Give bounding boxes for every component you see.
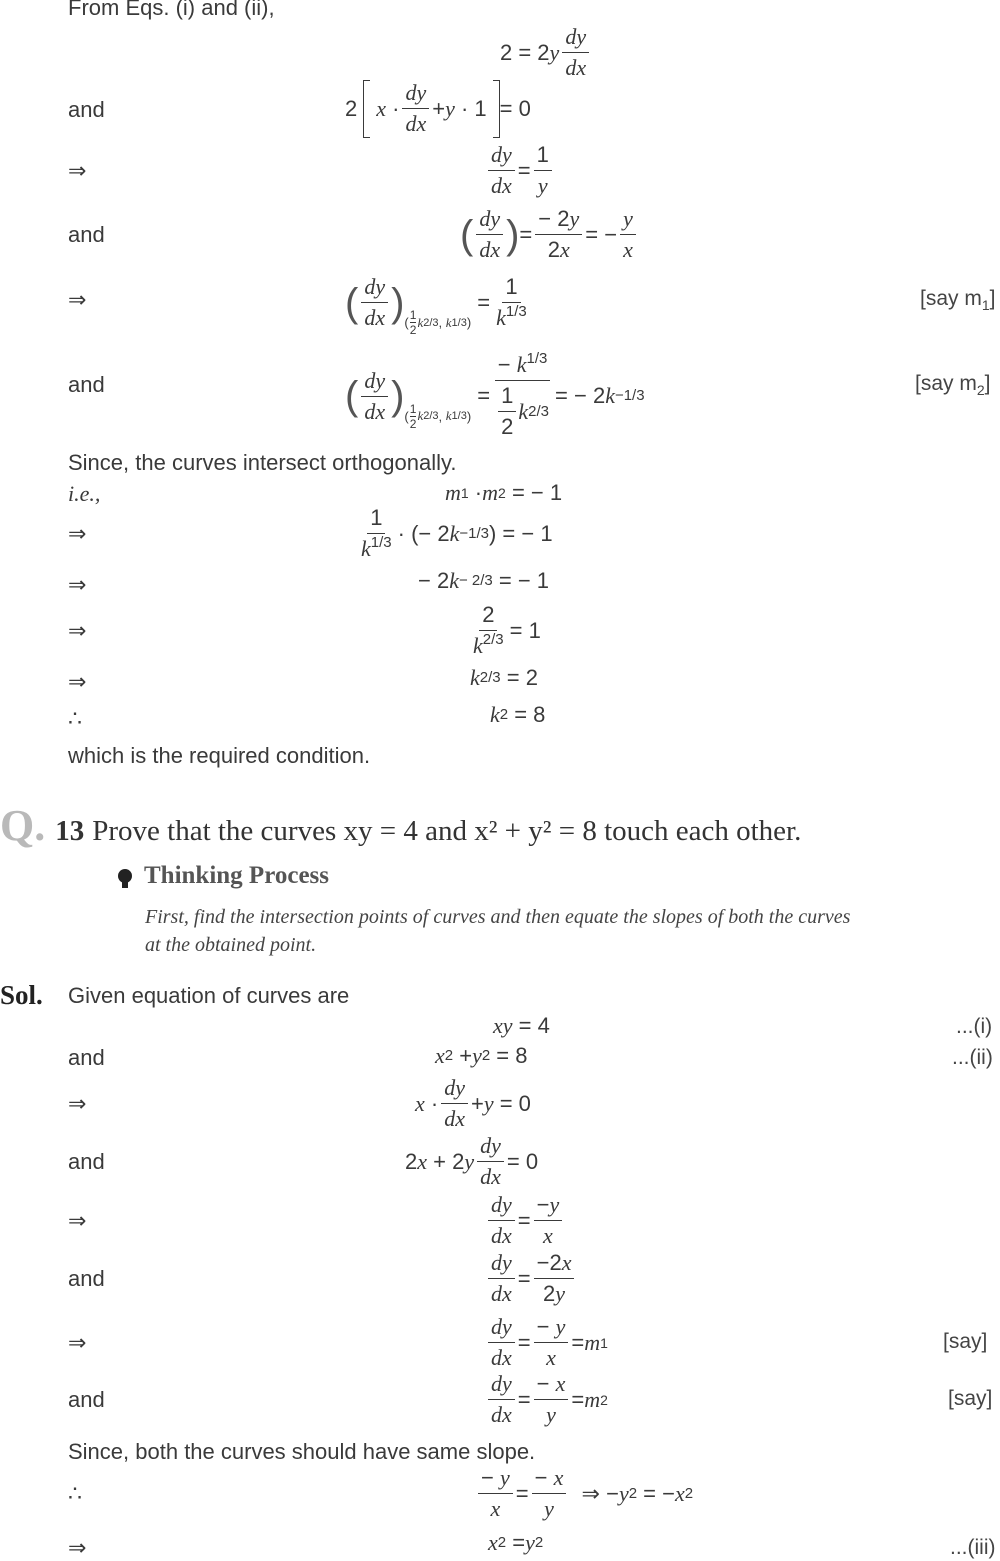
label-implies: ⇒ bbox=[68, 1091, 87, 1116]
eq-dydx-minus-y-over-x: ( dy dx ) = − 2y 2x = − y x bbox=[460, 204, 639, 265]
same-slope-text: Since, both the curves should have same slope. bbox=[68, 1439, 536, 1464]
eq-equate-slopes: − y x = − x y ⇒ − y 2 = − x 2 bbox=[475, 1463, 693, 1524]
label-and: and bbox=[68, 1266, 105, 1291]
thinking-process-heading bbox=[118, 862, 329, 890]
question-mark-label: Q. bbox=[0, 801, 46, 850]
eq-2-over-k: 2 $k^{2/3}$ = 1 bbox=[473, 602, 541, 658]
label-and: and bbox=[68, 97, 105, 122]
say-note: [say] bbox=[948, 1387, 993, 1410]
label-therefore: ∴ bbox=[68, 1481, 82, 1506]
question-text: Prove that the curves xy = 4 and x² + y² = 8 touch each other. bbox=[92, 815, 802, 847]
label-ie: i.e., bbox=[68, 481, 101, 506]
solution-label: Sol. bbox=[0, 980, 43, 1010]
eq-dydx-neg-2x-over-2y: dy dx = −2x 2y bbox=[485, 1248, 577, 1309]
eq-m2-slope: dy dx = − x y = m 2 bbox=[485, 1369, 608, 1430]
eq-product-substituted: 1 $k^{1/3}$ · (− 2 k −1/3 ) = − 1 bbox=[361, 505, 553, 561]
eq-k-2-3-equals-2: k 2/3 = 2 bbox=[470, 665, 538, 690]
label-implies: ⇒ bbox=[68, 521, 87, 546]
label-implies: ⇒ bbox=[68, 572, 87, 597]
label-and: and bbox=[68, 222, 105, 247]
lightbulb-icon bbox=[118, 869, 132, 883]
thinking-process-line-2: at the obtained point. bbox=[145, 934, 317, 956]
eq-diff-circle: 2 x + 2 y dy dx = 0 bbox=[405, 1133, 539, 1189]
label-and: and bbox=[68, 372, 105, 397]
given-text: Given equation of curves are bbox=[68, 983, 350, 1008]
eq-circle: x 2 + y 2 = 8 bbox=[435, 1043, 528, 1068]
say-note: [say] bbox=[943, 1330, 988, 1353]
label-implies: ⇒ bbox=[68, 618, 87, 643]
eq-slope-m2: ( dy dx ) ( 1 2 k 2/3 , k 1/3 ) = − $k^{1/3}$ 1 2 k 2/3 = − 2 k −1/3 bbox=[345, 350, 645, 439]
eq-m1-m2: m 1 · m 2 = − 1 bbox=[445, 480, 563, 505]
label-implies: ⇒ bbox=[68, 1208, 87, 1233]
eq-minus-2k: − 2 k − 2/3 = − 1 bbox=[418, 568, 550, 593]
eq-2-equals-2y-dydx: 2 = 2 y dy dx bbox=[500, 22, 592, 83]
label-implies: ⇒ bbox=[68, 287, 87, 312]
label-and: and bbox=[68, 1149, 105, 1174]
eq-x2-y2: x 2 = y 2 bbox=[488, 1530, 544, 1555]
intro-text: From Eqs. (i) and (ii), bbox=[68, 0, 275, 20]
eq-dydx-1-over-y: dy dx = 1 y bbox=[485, 140, 555, 201]
required-condition-text: which is the required condition. bbox=[68, 743, 371, 768]
eq-xy-4: xy = 4 bbox=[493, 1013, 550, 1038]
label-implies: ⇒ bbox=[68, 1330, 87, 1355]
ref-iii: ...(iii) bbox=[950, 1536, 996, 1559]
eq-slope-m1: ( dy dx ) ( 1 2 k 2/3 , k 1/3 ) = 1 $k^{1/3}$ bbox=[345, 274, 527, 337]
ref-i: ...(i) bbox=[956, 1015, 993, 1038]
eq-m1-slope: dy dx = − y x = m 1 bbox=[485, 1312, 608, 1373]
say-m1-note: [say $m_1$] bbox=[920, 287, 996, 313]
say-m2-note: [say $m_2$] bbox=[915, 372, 991, 398]
label-implies: ⇒ bbox=[68, 158, 87, 183]
orthogonal-text: Since, the curves intersect orthogonally. bbox=[68, 450, 457, 475]
thinking-process-title: Thinking Process bbox=[144, 862, 329, 889]
ref-ii: ...(ii) bbox=[952, 1046, 993, 1069]
question-13 bbox=[0, 800, 801, 851]
label-implies: ⇒ bbox=[68, 669, 87, 694]
eq-derivative-product: 2 x · dy dx + y · 1 = 0 bbox=[345, 80, 531, 136]
thinking-process-line-1: First, find the intersection points of curves and then equate the slopes of both the curves bbox=[145, 906, 851, 928]
label-therefore: ∴ bbox=[68, 706, 82, 731]
label-implies: ⇒ bbox=[68, 1535, 87, 1560]
question-number: 13 bbox=[55, 815, 85, 847]
label-and: and bbox=[68, 1045, 105, 1070]
eq-k-squared-8: k 2 = 8 bbox=[490, 702, 546, 727]
eq-dydx-neg-y-over-x: dy dx = −y x bbox=[485, 1190, 565, 1251]
eq-diff-xy: x · dy dx + y = 0 bbox=[415, 1075, 531, 1131]
label-and: and bbox=[68, 1387, 105, 1412]
